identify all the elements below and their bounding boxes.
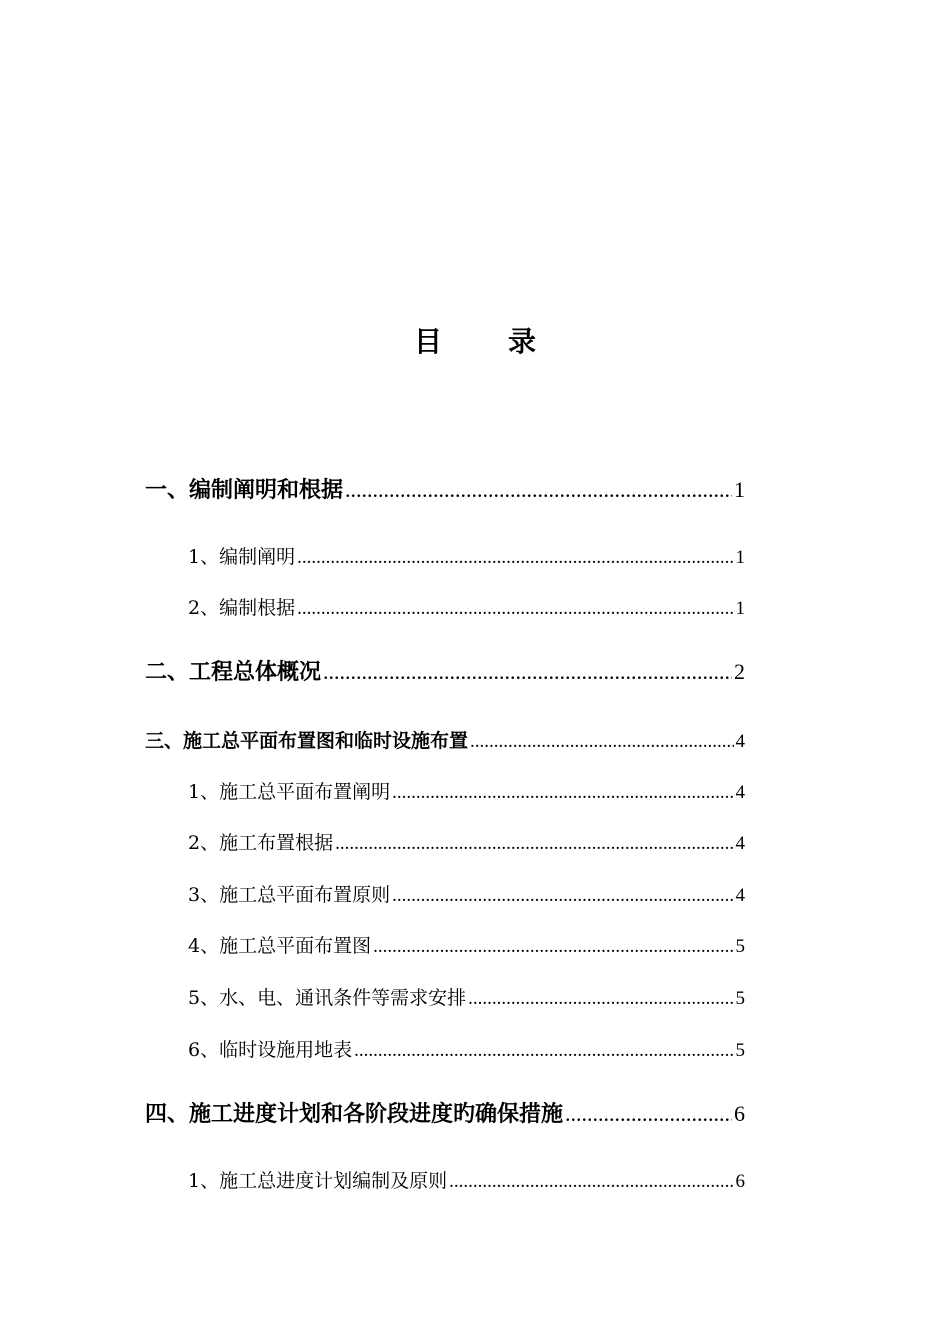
toc-entry-section-4[interactable] (145, 1097, 745, 1128)
toc-entry-label: 1、施工总平面布置阐明 (188, 781, 391, 803)
toc-entry-page: 6 (735, 1171, 745, 1192)
toc-entry-label: 2、施工布置根据 (188, 832, 334, 854)
toc-leader-dots (354, 1040, 733, 1062)
toc-entry-subsection[interactable] (188, 593, 745, 620)
toc-entry-label: 6、临时设施用地表 (188, 1039, 353, 1061)
toc-entry-page: 5 (735, 936, 745, 957)
toc-leader-dots (470, 731, 733, 753)
toc-entry-page: 4 (735, 833, 745, 854)
toc-entry-subsection[interactable] (188, 1035, 745, 1062)
toc-entry-label: 2、编制根据 (188, 597, 296, 619)
toc-entry-subsection[interactable] (188, 777, 745, 804)
toc-entry-subsection[interactable] (188, 931, 745, 958)
toc-entry-page: 4 (735, 782, 745, 803)
toc-entry-label: 1、施工总进度计划编制及原则 (188, 1170, 448, 1192)
toc-leader-dots (373, 936, 733, 958)
toc-entry-subsection[interactable] (188, 542, 745, 569)
toc-entry-page: 5 (735, 988, 745, 1009)
toc-entry-label: 四、施工进度计划和各阶段进度旳确保措施 (145, 1102, 564, 1127)
toc-title-part2: 录 (508, 325, 537, 358)
toc-leader-dots (297, 547, 733, 569)
toc-entry-label: 1、编制阐明 (188, 546, 296, 568)
toc-leader-dots (335, 833, 733, 855)
toc-entry-section-1[interactable] (145, 473, 745, 504)
toc-entry-label: 3、施工总平面布置原则 (188, 884, 391, 906)
toc-leader-dots (449, 1171, 733, 1193)
toc-title (0, 322, 950, 362)
toc-entry-subsection[interactable] (188, 983, 745, 1010)
toc-entry-subsection[interactable] (188, 828, 745, 855)
toc-leader-dots (392, 782, 733, 804)
toc-entry-page: 4 (735, 731, 745, 752)
toc-leader-dots (345, 477, 732, 503)
toc-entry-page: 6 (734, 1101, 745, 1126)
toc-entry-label: 三、施工总平面布置图和临时设施布置 (145, 730, 469, 752)
toc-entry-section-2[interactable] (145, 655, 745, 686)
toc-entry-page: 1 (735, 547, 745, 568)
toc-leader-dots (468, 988, 733, 1010)
toc-title-part1: 目 (413, 325, 442, 358)
toc-entry-page: 2 (734, 659, 745, 684)
toc-entry-page: 1 (734, 477, 745, 502)
toc-entry-page: 4 (735, 885, 745, 906)
toc-entry-label: 二、工程总体概况 (145, 660, 322, 685)
toc-leader-dots (323, 659, 732, 685)
toc-leader-dots (297, 598, 733, 620)
toc-entry-label: 4、施工总平面布置图 (188, 935, 372, 957)
toc-entry-subsection[interactable] (188, 1166, 745, 1193)
toc-leader-dots (565, 1101, 732, 1127)
toc-entry-page: 5 (735, 1040, 745, 1061)
toc-entry-section-3[interactable] (145, 726, 745, 753)
toc-leader-dots (392, 885, 733, 907)
toc-entry-label: 一、编制阐明和根据 (145, 478, 344, 503)
toc-entry-page: 1 (735, 598, 745, 619)
toc-entry-subsection[interactable] (188, 880, 745, 907)
toc-entry-label: 5、水、电、通讯条件等需求安排 (188, 987, 467, 1009)
